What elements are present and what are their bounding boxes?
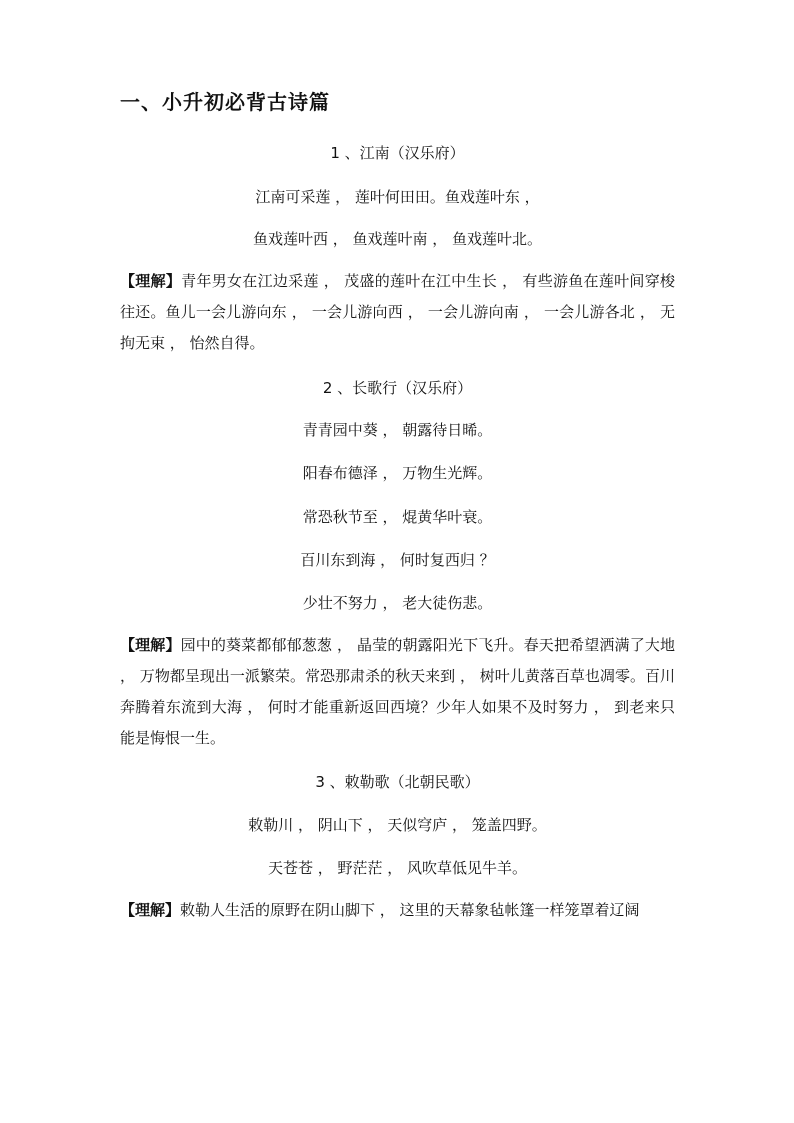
explanation-text: 敕勒人生活的原野在阴山脚下 ， 这里的天幕象毡帐篷一样笼罩着辽阔 xyxy=(180,901,640,919)
poem-explanation xyxy=(120,630,675,754)
poem-line: 阳春布德泽 ， 万物生光辉。 xyxy=(302,464,493,482)
explanation-tag: 【理解】 xyxy=(120,272,182,290)
explanation-tag: 【理解】 xyxy=(120,901,181,919)
poem-line: 敕勒川 ， 阴山下 ， 天似穹庐 ， 笼盖四野。 xyxy=(248,816,547,834)
poem-title: 3 、敕勒歌（北朝民歌） xyxy=(315,773,480,791)
poem-line: 少壮不努力 ， 老大徒伤悲。 xyxy=(302,594,493,612)
poem-line: 江南可采莲 ， 莲叶何田田。鱼戏莲叶东 ， xyxy=(255,188,540,206)
poem-explanation xyxy=(120,895,675,926)
poem-line: 鱼戏莲叶西 ， 鱼戏莲叶南 ， 鱼戏莲叶北。 xyxy=(252,230,543,248)
poem-line: 常恐秋节至 ， 焜黄华叶衰。 xyxy=(302,508,493,526)
poem-title: 1 、江南（汉乐府） xyxy=(330,144,465,162)
explanation-tag: 【理解】 xyxy=(120,636,181,654)
section-heading: 一、小升初必背古诗篇 xyxy=(120,90,330,114)
poem-explanation xyxy=(120,266,675,359)
poem-line: 天苍苍 ， 野茫茫 ， 风吹草低见牛羊。 xyxy=(267,859,528,877)
poem-line: 青青园中葵 ， 朝露待日晞。 xyxy=(302,421,493,439)
poem-line: 百川东到海 ， 何时复西归 ？ xyxy=(300,551,495,569)
poem-title: 2 、长歌行（汉乐府） xyxy=(322,379,473,397)
explanation-text: 青年男女在江边采莲 ， 茂盛的莲叶在江中生长 ， 有些游鱼在莲叶间穿梭往还。鱼儿一会儿游向东 ， 一会儿游向西 ， 一会儿游向南 ， 一会儿游各北 ， 无拘无束 ， 怡然自得。 xyxy=(120,272,675,352)
explanation-text: 园中的葵菜都郁郁葱葱 ， 晶莹的朝露阳光下飞升。春天把希望洒满了大地 ， 万物都呈现出一派繁荣。常恐那肃杀的秋天来到 ， 树叶儿黄落百草也凋零。百川奔腾着东流到大海 ， 何时才能重新返回西境？少年人如果不及时努力 ， 到老来只能是悔恨一生。 xyxy=(120,636,675,747)
